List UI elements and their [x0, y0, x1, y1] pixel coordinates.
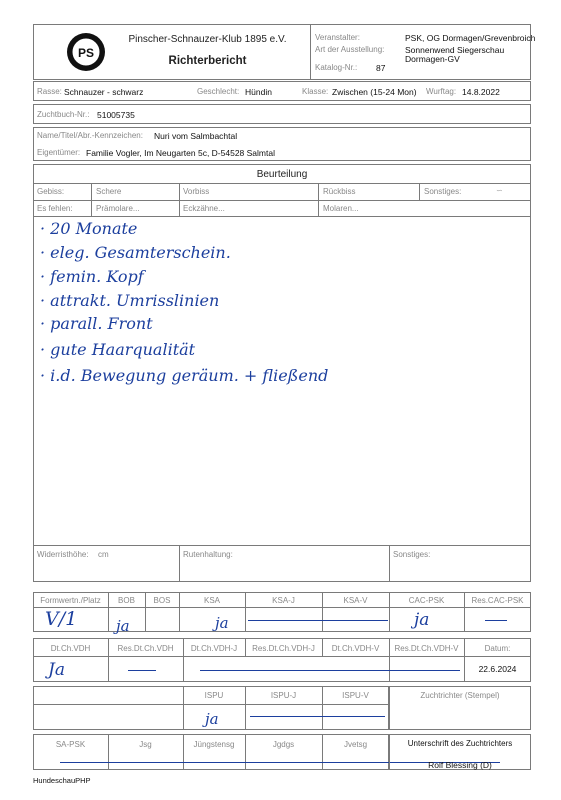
- signature-label: Unterschrift des Zuchtrichters: [407, 739, 513, 748]
- note-line-4: · attrakt. Umrisslinien: [40, 291, 220, 310]
- catalog-label: Katalog-Nr.:: [315, 63, 358, 72]
- res-cac-dash: [485, 620, 507, 621]
- jsg-header: Jsg: [139, 740, 152, 749]
- class-value: Zwischen (15-24 Mon): [332, 87, 417, 97]
- res-dt-ch-vdh-header: Res.Dt.Ch.VDH: [117, 644, 174, 653]
- ispu-header: ISPU: [204, 691, 224, 700]
- svg-text:PS: PS: [77, 46, 95, 60]
- vdh-j-v-dash: [200, 670, 460, 671]
- cac-psk-value: ja: [414, 610, 430, 630]
- res-cac-psk-header: Res.CAC-PSK: [471, 596, 524, 605]
- ispu-dash: [250, 716, 385, 717]
- class-label: Klasse:: [302, 87, 329, 96]
- note-line-2: · eleg. Gesamterschein.: [40, 243, 231, 262]
- whelped-label: Wurftag:: [426, 87, 457, 96]
- bos-header: BOS: [153, 596, 171, 605]
- name-value: Nuri vom Salmbachtal: [154, 131, 238, 141]
- sex-label: Geschlecht:: [197, 87, 240, 96]
- whelped-value: 14.8.2022: [462, 87, 500, 97]
- tail-label: Rutenhaltung:: [183, 550, 233, 559]
- ksa-header: KSA: [203, 596, 220, 605]
- res3-header-line: [33, 704, 389, 705]
- show-type-value-2: Dormagen-GV: [405, 54, 460, 64]
- header-divider: [310, 24, 311, 80]
- show-type-label: Art der Ausstellung:: [315, 45, 385, 54]
- ispu-j-header: ISPU-J: [270, 691, 297, 700]
- note-line-6: · gute Haarqualität: [40, 340, 196, 359]
- date-label: Datum:: [484, 644, 511, 653]
- res-dt-ch-vdh-j-header: Res.Dt.Ch.VDH-J: [252, 644, 315, 653]
- eval-bottom-col2: [389, 545, 390, 582]
- scribble-mark: ∽: [496, 186, 503, 195]
- ispu-value: ja: [205, 710, 219, 728]
- note-line-1: · 20 Monate: [40, 219, 138, 238]
- other-label: Sonstiges:: [393, 550, 431, 559]
- name-label: Name/Titel/Abr.-Kennzeichen:: [37, 131, 143, 140]
- studbook-value: 51005735: [97, 110, 135, 120]
- ksa-value: ja: [215, 614, 229, 632]
- note-line-7: · i.d. Bewegung geräum. + fließend: [40, 366, 329, 385]
- juengstensg-header: Jüngstensg: [193, 740, 235, 749]
- dt-ch-vdh-header: Dt.Ch.VDH: [50, 644, 91, 653]
- ksa-j-dash: [248, 620, 388, 621]
- judge-stamp-label: Zuchtrichter (Stempel): [420, 691, 500, 700]
- owner-value: Familie Vogler, Im Neugarten 5c, D-54528 Salmtal: [86, 148, 275, 158]
- ksa-j-header: KSA-J: [272, 596, 295, 605]
- teeth-other-label: Sonstiges:: [424, 187, 462, 196]
- note-line-5: · parall. Front: [40, 314, 153, 333]
- dt-ch-vdh-v-header: Dt.Ch.VDH-V: [331, 644, 380, 653]
- eval-bottom-col1: [179, 545, 180, 582]
- ispu-v-header: ISPU-V: [342, 691, 369, 700]
- form-grade-header: Formwertn./Platz: [40, 596, 101, 605]
- evaluation-title: Beurteilung: [256, 169, 308, 180]
- club-name: Pinscher-Schnauzer-Klub 1895 e.V.: [128, 34, 287, 45]
- dt-ch-vdh-value: Ja: [48, 660, 65, 680]
- date-value: 22.6.2024: [478, 664, 517, 674]
- scissor-bite-option: Schere: [96, 187, 122, 196]
- missing-label: Es fehlen:: [37, 204, 73, 213]
- owner-label: Eigentümer:: [37, 148, 81, 157]
- eval-bottom-line: [33, 545, 531, 546]
- sex-value: Hündin: [245, 87, 272, 97]
- eval-row2-line: [33, 216, 531, 217]
- form-grade-value: V/1: [45, 608, 78, 630]
- bob-value: ja: [116, 617, 130, 635]
- show-type-value: Sonnenwend Siegerschau: [405, 45, 505, 55]
- dt-ch-vdh-j-header: Dt.Ch.VDH-J: [190, 644, 238, 653]
- height-label: Widerristhöhe:: [37, 550, 89, 559]
- document-title: Richterbericht: [168, 55, 247, 67]
- club-logo: [66, 32, 106, 72]
- catalog-value: 87: [376, 63, 386, 73]
- premolars-option: Prämolare...: [96, 204, 140, 213]
- bob-header: BOB: [118, 596, 135, 605]
- eval-row1-line: [33, 200, 531, 201]
- eval-col3: [318, 183, 319, 216]
- overbite-option: Vorbiss: [183, 187, 210, 196]
- organizer-label: Veranstalter:: [315, 33, 360, 42]
- eval-col2: [179, 183, 180, 216]
- judge-name: Rolf Blessing (D): [428, 760, 492, 770]
- res-dt-ch-dash: [128, 670, 156, 671]
- res-dt-ch-vdh-v-header: Res.Dt.Ch.VDH-V: [394, 644, 459, 653]
- breed-label: Rasse:: [37, 87, 62, 96]
- jgdgs-header: Jgdgs: [272, 740, 295, 749]
- cac-psk-header: CAC-PSK: [408, 596, 445, 605]
- underbite-option: Rückbiss: [323, 187, 356, 196]
- canines-option: Eckzähne...: [183, 204, 225, 213]
- studbook-label: Zuchtbuch-Nr.:: [37, 110, 90, 119]
- organizer-value: PSK, OG Dormagen/Grevenbroich: [405, 33, 536, 43]
- height-unit: cm: [98, 550, 109, 559]
- eval-title-line: [33, 183, 531, 184]
- jvetsg-header: Jvetsg: [343, 740, 368, 749]
- sa-psk-header: SA-PSK: [55, 740, 86, 749]
- eval-col1: [91, 183, 92, 216]
- teeth-label: Gebiss:: [37, 187, 65, 196]
- molars-option: Molaren...: [323, 204, 359, 213]
- breed-value: Schnauzer - schwarz: [64, 87, 144, 97]
- ksa-v-header: KSA-V: [343, 596, 368, 605]
- note-line-3: · femin. Kopf: [40, 267, 144, 286]
- software-footer: HundeschauPHP: [33, 776, 91, 785]
- eval-col4: [419, 183, 420, 200]
